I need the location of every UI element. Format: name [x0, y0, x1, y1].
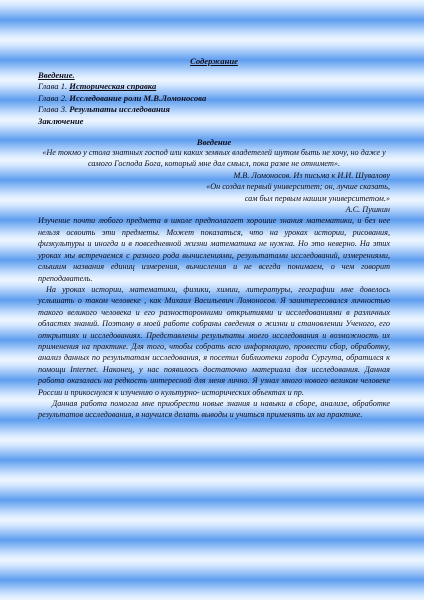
epigraph-quote-2-line-1: «Он создал первый университет; он, лучше сказать, [206, 182, 390, 192]
toc-chapter-2 [38, 93, 390, 104]
epigraph-quote-2-line-2: сам был первым нашим университетом.» [244, 193, 390, 203]
toc-chapter-3 [38, 104, 390, 115]
toc-title: Содержание [190, 56, 238, 66]
document-page [38, 56, 390, 421]
intro-paragraph-1: Изучение почти любого предмета в школе предполагает хорошие знания математики, и без нее нельзя освоить эти предметы. Может показаться, что на уроках истории, рисования, физкультуры и иногда и в повседневной жизни математика не нужна. Но это неверно. На этих уроках мы встречаемся с разного рода вычислениями, результатами исследований, измерениями, слышим названия единиц измерения, вычисления и не всегда понимаем, о чем говорит преподаватель. [38, 216, 390, 283]
toc-intro-label: Введение. [38, 70, 75, 80]
epigraph-author-1: М.В. Ломоносов. Из письма к И.И. Шувалову [233, 170, 390, 180]
toc-chapter-1-prefix: Глава 1. [38, 81, 70, 92]
toc-conclusion-label: Заключение [38, 115, 84, 126]
toc-chapter-2-title: Исследование роли М.В.Ломоносова [69, 92, 207, 103]
intro-title: Введение [196, 137, 232, 148]
toc-chapter-3-prefix: Глава 3. [38, 104, 70, 115]
toc-chapter-1 [38, 81, 390, 92]
toc-chapter-1-title: Историческая справка [69, 81, 157, 92]
toc-conclusion [38, 116, 390, 127]
toc-chapter-3-title: Результаты исследования [69, 104, 170, 115]
epigraph-author-2: А.С. Пушкин [345, 205, 390, 215]
toc-chapter-2-prefix: Глава 2. [38, 92, 70, 103]
toc-intro [38, 70, 390, 81]
intro-paragraph-3: Данная работа помогла мне приобрести новые знания и навыки в сборе, анализе, обработке результатов исследования, я научился делать выводы и учиться применять их на практике. [38, 398, 390, 420]
epigraph-quote-1: «Не токмо у стола знатных господ или каких земных владетелей шутом быть не хочу, но даже у самого Господа Бога, который мне дал смысл, пока разве не отнимет». [42, 148, 386, 169]
intro-paragraph-2: На уроках истории, математики, физики, химии, литературы, географии мне довелось услышать о таком человеке , как Михаил Васильевич Ломоносов. Я заинтересовался личностью такого великого человека и его разносторонними открытиями и исследованиями в различных областях знаний. Поэтому в моей работе собраны сведения о жизни и становлении Ученого, его открытиях и исследованиях. Представлены результаты моего исследования и возможность их применения на практике. Для того, чтобы собрать всю информацию, провести сбор, обработку, анализ данных по результатам исследования, я посетил библиотеки города Сургута, обратился к помощи Internet. Наконец, у нас появилось достаточно материала для исследования. Данная работа оказалась на редкость интересной для меня лично. Я узнал много нового великом человеке России и прикоснулся к изучению о культурно- исторических объектах и пр. [38, 284, 390, 397]
